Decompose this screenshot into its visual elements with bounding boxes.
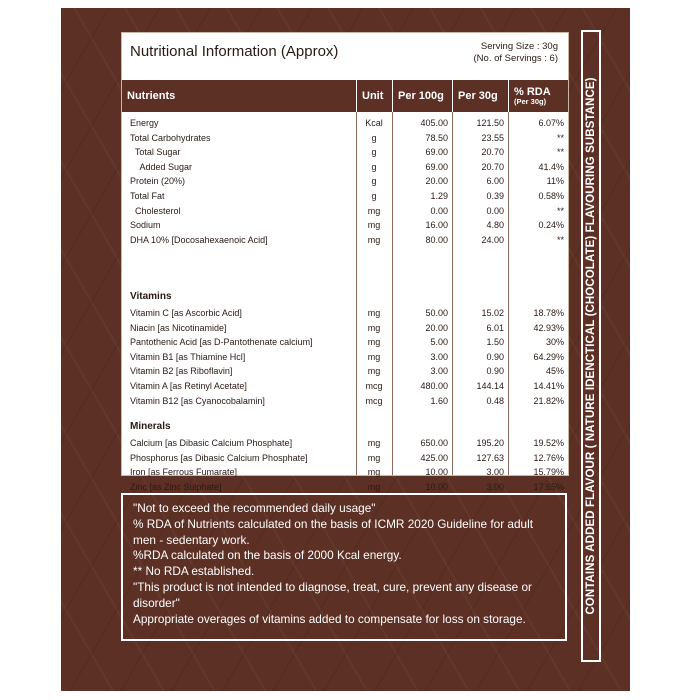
table-row: [122, 160, 568, 175]
value-rda: 11%: [546, 176, 564, 187]
number-of-servings: (No. of Servings : 6): [473, 53, 558, 64]
value-rda: 17.65%: [533, 481, 564, 492]
nutrient-name: Protein (20%): [130, 176, 186, 187]
value-per-100g: 50.00: [425, 308, 448, 318]
value-per-100g: 78.50: [425, 132, 448, 143]
value-per-30g: 144.14: [476, 381, 504, 391]
serving-info: [474, 41, 558, 65]
nutrient-name: Iron [as Ferrous Fumarate]: [130, 467, 238, 478]
nutrient-name: Niacin [as Nicotinamide]: [130, 322, 227, 333]
value-rda: 30%: [545, 337, 564, 348]
value-per-30g: 24.00: [481, 234, 504, 245]
value-per-30g: 121.50: [476, 118, 504, 128]
nutrient-name: Total Fat: [130, 191, 165, 201]
value-per-100g: 69.00: [425, 147, 448, 158]
nutrient-unit: g: [371, 132, 377, 143]
value-per-100g: 3.00: [430, 366, 448, 377]
nutrient-unit: mg: [367, 205, 381, 216]
value-rda: 12.76%: [533, 452, 564, 463]
table-row: [122, 116, 568, 131]
table-row: [122, 436, 568, 451]
value-per-30g: 20.70: [481, 161, 504, 172]
value-per-30g: 0.00: [486, 205, 504, 216]
nutrient-unit: Kcal: [365, 118, 383, 128]
nutrient-unit: mg: [367, 220, 381, 231]
serving-size: Serving Size : 30g: [480, 41, 558, 52]
value-rda: **: [556, 132, 564, 143]
table-row: [122, 335, 568, 350]
table-row: [122, 131, 568, 146]
nutrient-unit: mg: [367, 452, 381, 463]
value-per-30g: 23.55: [481, 132, 504, 143]
value-per-30g: 195.20: [476, 438, 504, 448]
section-heading-vitamins: Vitamins: [130, 291, 172, 302]
nutrient-unit: mg: [367, 322, 381, 333]
table-row: [122, 364, 568, 379]
section-heading-minerals: Minerals: [130, 421, 171, 432]
panel-title: Nutritional Information (Approx): [130, 43, 339, 60]
nutrient-unit: mg: [367, 351, 381, 362]
value-per-100g: 3.00: [430, 351, 448, 362]
value-rda: 64.29%: [533, 351, 564, 362]
table-row: [122, 394, 568, 409]
nutrient-unit: mg: [367, 234, 381, 245]
table-row: [122, 465, 568, 480]
value-rda: 0.58%: [538, 191, 564, 201]
value-rda: **: [556, 234, 564, 245]
nutrient-name: Zinc [as Zinc Sulphate]: [130, 481, 222, 492]
value-per-30g: 0.39: [486, 191, 504, 201]
table-row: [122, 204, 568, 219]
nutrient-unit: g: [371, 161, 377, 172]
nutrient-unit: g: [371, 191, 377, 201]
table-row: [122, 306, 568, 321]
value-per-100g: 20.00: [425, 176, 448, 187]
value-per-30g: 15.02: [481, 308, 504, 318]
value-per-100g: 20.00: [425, 322, 448, 333]
nutrient-name: DHA 10% [Docosahexaenoic Acid]: [130, 234, 268, 245]
note-line: ** No RDA established.: [133, 564, 255, 579]
nutrient-name: Vitamin B12 [as Cyanocobalamin]: [130, 395, 265, 406]
value-per-100g: 405.00: [420, 118, 448, 128]
value-per-100g: 16.00: [425, 220, 448, 231]
nutrient-unit: g: [371, 147, 377, 158]
header-rda-sub: (Per 30g): [514, 97, 547, 106]
value-per-100g: 0.00: [430, 205, 448, 216]
value-per-100g: 425.00: [420, 452, 448, 463]
value-per-100g: 80.00: [425, 234, 448, 245]
table-row: [122, 350, 568, 365]
note-line: "Not to exceed the recommended daily usage": [133, 501, 376, 515]
nutrient-name: Sodium: [130, 220, 161, 231]
table-row: [122, 174, 568, 189]
value-per-100g: 1.29: [430, 191, 448, 201]
value-rda: 15.79%: [533, 467, 564, 478]
disclaimer-notes: [121, 493, 567, 641]
header-rda-label: % RDA: [514, 86, 551, 98]
nutrient-unit: mcg: [365, 381, 383, 391]
nutrient-unit: mg: [367, 366, 381, 377]
value-per-100g: 10.00: [425, 481, 448, 492]
nutrient-unit: mg: [367, 481, 381, 492]
nutrient-unit: g: [371, 176, 377, 187]
side-flavour-text: CONTAINS ADDED FLAVOUR ( NATURE IDENCTICAL (CHOCOLATE) FLAVOURING SUBSTANCE): [585, 77, 597, 615]
table-header: [122, 80, 568, 112]
value-per-30g: 3.00: [486, 467, 504, 478]
value-rda: 41.4%: [538, 161, 564, 172]
nutrient-unit: mg: [367, 467, 381, 478]
value-rda: 14.41%: [533, 381, 564, 391]
header-nutrients: Nutrients: [127, 90, 176, 102]
nutrient-name: Cholesterol: [130, 205, 181, 216]
value-rda: **: [556, 205, 564, 216]
value-per-30g: 127.63: [476, 452, 504, 463]
value-per-100g: 650.00: [420, 438, 448, 448]
value-per-30g: 6.00: [486, 176, 504, 187]
header-per30: Per 30g: [452, 80, 508, 112]
value-per-30g: 0.90: [486, 351, 504, 362]
value-per-30g: 0.90: [486, 366, 504, 377]
table-row: [122, 218, 568, 233]
table-row: [122, 379, 568, 394]
value-per-30g: 3.00: [486, 481, 504, 492]
nutrient-unit: mcg: [365, 395, 383, 406]
nutrient-name: Phosphorus [as Dibasic Calcium Phosphate]: [130, 452, 308, 463]
nutrient-unit: mg: [367, 337, 381, 348]
value-rda: 0.24%: [538, 220, 564, 231]
nutrient-name: Vitamin C [as Ascorbic Acid]: [130, 308, 242, 318]
nutrient-name: Vitamin A [as Retinyl Acetate]: [130, 381, 247, 391]
value-rda: **: [556, 147, 564, 158]
header-unit: Unit: [356, 80, 392, 112]
value-rda: 18.78%: [533, 308, 564, 318]
value-per-30g: 1.50: [486, 337, 504, 348]
nutrient-name: Vitamin B1 [as Thiamine Hcl]: [130, 351, 246, 362]
nutrient-name: Added Sugar: [130, 161, 193, 172]
table-row: [122, 189, 568, 204]
value-per-30g: 0.48: [486, 395, 504, 406]
nutrient-name: Total Sugar: [130, 147, 181, 158]
value-rda: 6.07%: [538, 118, 564, 128]
nutrient-name: Pantothenic Acid [as D-Pantothenate calcium]: [130, 337, 313, 348]
value-per-100g: 480.00: [420, 381, 448, 391]
table-row: [122, 451, 568, 466]
value-rda: 45%: [545, 366, 564, 377]
table-row: [122, 321, 568, 336]
value-per-100g: 69.00: [425, 161, 448, 172]
value-rda: 42.93%: [533, 322, 564, 333]
value-rda: 19.52%: [533, 438, 564, 448]
table-row: [122, 233, 568, 248]
value-rda: 21.82%: [533, 395, 564, 406]
value-per-30g: 4.80: [486, 220, 504, 231]
table-row: [122, 145, 568, 160]
table-body: [122, 112, 568, 492]
note-line: "This product is not intended to diagnose, treat, cure, prevent any disease or disorder": [133, 579, 532, 610]
nutrient-name: Calcium [as Dibasic Calcium Phosphate]: [130, 438, 293, 448]
note-line: % RDA of Nutrients calculated on the basis of ICMR 2020 Guideline for adult men - sedentary work.: [133, 516, 533, 547]
nutrient-name: Energy: [130, 118, 159, 128]
note-line: Appropriate overages of vitamins added to compensate for loss on storage.: [133, 611, 526, 626]
value-per-30g: 20.70: [481, 147, 504, 158]
header-rda: [508, 80, 568, 112]
value-per-100g: 5.00: [430, 337, 448, 348]
nutrient-name: Total Carbohydrates: [130, 132, 211, 143]
value-per-30g: 6.01: [486, 322, 504, 333]
nutrition-panel: [121, 32, 569, 492]
value-per-100g: 1.60: [430, 395, 448, 406]
value-per-100g: 10.00: [425, 467, 448, 478]
nutrient-unit: mg: [367, 438, 381, 448]
header-per100: Per 100g: [392, 80, 452, 112]
note-line: %RDA calculated on the basis of 2000 Kcal energy.: [133, 548, 402, 563]
nutrient-unit: mg: [367, 308, 381, 318]
nutrient-name: Vitamin B2 [as Riboflavin]: [130, 366, 233, 377]
